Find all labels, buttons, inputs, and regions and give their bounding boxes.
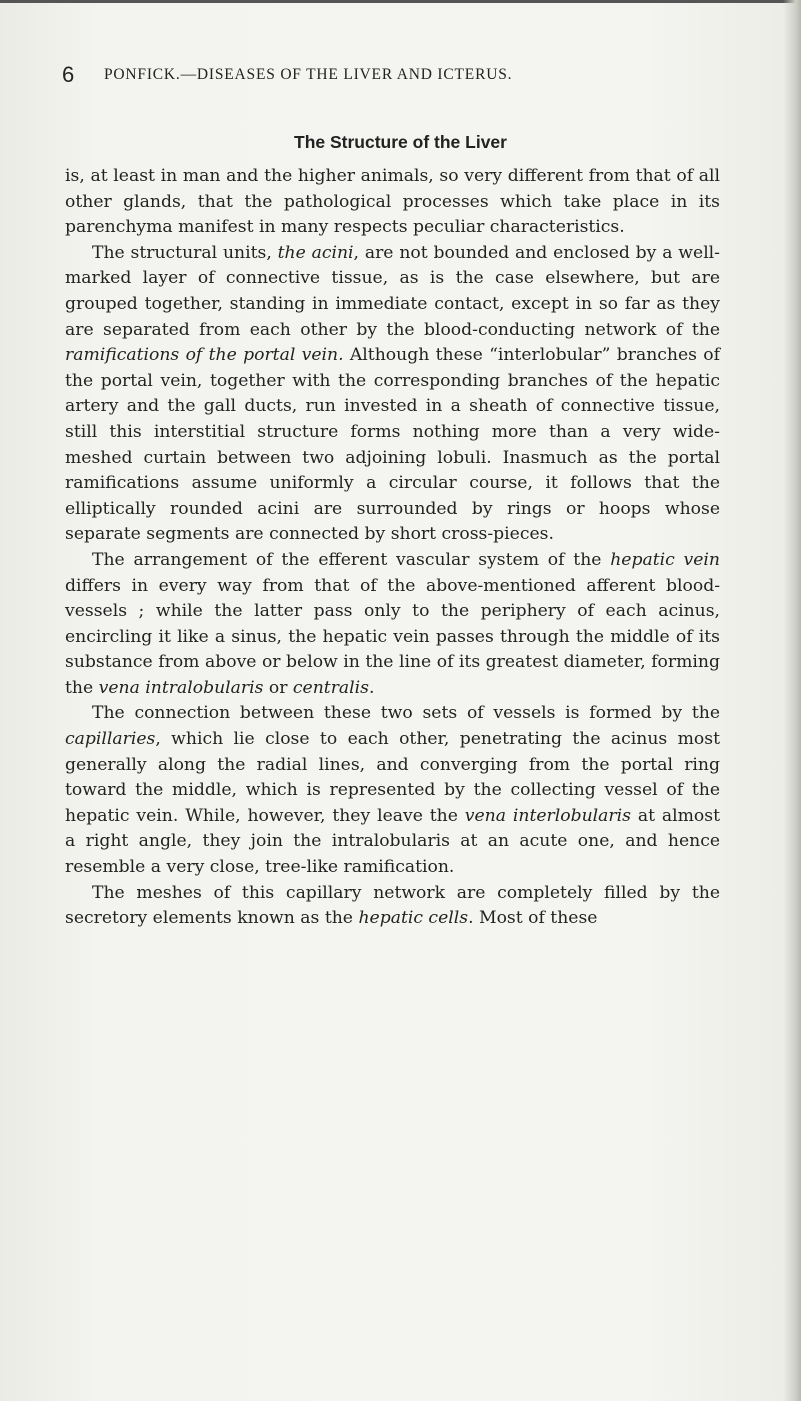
paragraph-2: [65, 241, 720, 548]
page-number: 6: [62, 62, 75, 87]
text-run: The meshes of this capillary network are completely filled by the secretory elements known as the: [65, 882, 720, 929]
italic-term-the-acini: the acini: [277, 242, 354, 263]
italic-term-hepatic-vein: hepatic vein: [610, 549, 720, 570]
italic-term-ramifications-of-portal-vein: ramifications of the portal vein.: [65, 345, 344, 366]
text-run: differs in every way from that of the above-mentioned afferent blood-vessels ; while the latter pass only to the periphery of each acinus, encircling it like a sinus, the hepatic vein passes through the middle of its substance from above or below in the line of its greatest diameter, forming the: [65, 575, 720, 698]
italic-term-hepatic-cells: hepatic cells: [358, 908, 469, 929]
paragraph-3: [65, 548, 720, 702]
text-run: . Most of these: [468, 908, 598, 929]
paragraph-1: [65, 164, 720, 241]
paragraph-5: [65, 881, 720, 932]
text-run: The connection between these two sets of vessels is formed by the: [92, 703, 720, 724]
italic-term-vena-intralobularis: vena intralobularis: [98, 677, 264, 698]
italic-term-centralis: centralis.: [292, 677, 375, 698]
text-run: or: [263, 677, 293, 698]
body-text: [65, 164, 720, 932]
running-head: PONFICK.—DISEASES OF THE LIVER AND ICTERUS.: [104, 66, 513, 83]
text-run: at almost a right angle, they join the intralobularis at an acute one, and hence resemble a very close, tree-like ramification.: [65, 805, 721, 878]
italic-term-capillaries: capillaries: [65, 729, 156, 750]
text-run: The arrangement of the efferent vascular system of the: [92, 549, 611, 570]
text-run: is, at least in man and the higher animals, so very different from that of all other glands, that the pathological processes which take place in its parenchyma manifest in many respects peculiar characteristics.: [65, 166, 720, 238]
text-run: The structural units,: [92, 242, 278, 263]
text-run: , which lie close to each other, penetrating the acinus most generally along the radial lines, and converging from the portal ring toward the middle, which is represented by the collecting vessel of the hepatic vein. While, however, they leave the: [65, 729, 720, 826]
scan-top-edge: [0, 0, 801, 3]
italic-term-vena-interlobularis: vena interlobularis: [464, 805, 631, 826]
text-run: , are not bounded and enclosed by a well-marked layer of connective tissue, as is the case elsewhere, but are grouped together, standing in immediate contact, except in so far as they are separated from each other by the blood-conducting network of the: [65, 242, 720, 340]
page-header: [62, 62, 702, 90]
section-title: The Structure of the Liver: [294, 132, 507, 152]
paragraph-4: [65, 701, 720, 880]
page-edge-shadow: [783, 0, 801, 1401]
text-run: Although these “interlobular” branches of the portal vein, together with the corresponding branches of the hepatic artery and the gall ducts, run invested in a sheath of connective tissue, still this interstitial structure forms nothing more than a very wide-meshed curtain between two adjoining lobuli. Inasmuch as the portal ramifications assume uniformly a circular course, it follows that the elliptically rounded acini are surrounded by rings or hoops whose separate segments are connected by short cross-pieces.: [65, 345, 720, 545]
